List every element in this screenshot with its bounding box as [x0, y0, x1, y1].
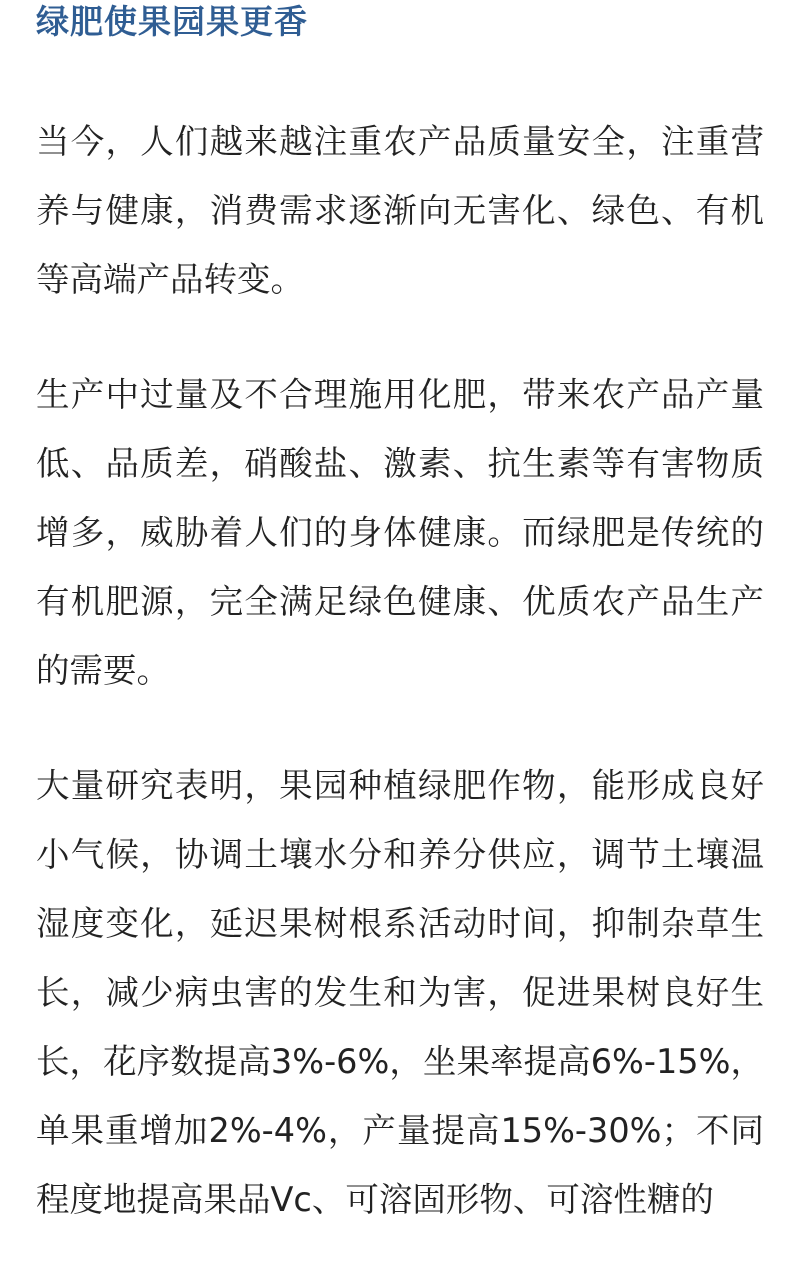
- article-paragraph-1: 当今，人们越来越注重农产品质量安全，注重营养与健康，消费需求逐渐向无害化、绿色、有机等高端产品转变。: [36, 122, 764, 299]
- article-paragraph-3: 大量研究表明，果园种植绿肥作物，能形成良好小气候，协调土壤水分和养分供应，调节土壤温湿度变化，延迟果树根系活动时间，抑制杂草生长，减少病虫害的发生和为害，促进果树良好生长，花序数提高3%-6%，坐果率提高6%-15%，单果重增加2%-4%，产量提高15%-30%；不同程度地提高果品Vc、可溶固形物、可溶性糖的: [36, 766, 764, 1219]
- article-title: 绿肥使果园果更香: [36, 2, 308, 41]
- article-paragraph-2: 生产中过量及不合理施用化肥，带来农产品产量低、品质差，硝酸盐、激素、抗生素等有害物质增多，威胁着人们的身体健康。而绿肥是传统的有机肥源，完全满足绿色健康、优质农产品生产的需要。: [36, 375, 764, 690]
